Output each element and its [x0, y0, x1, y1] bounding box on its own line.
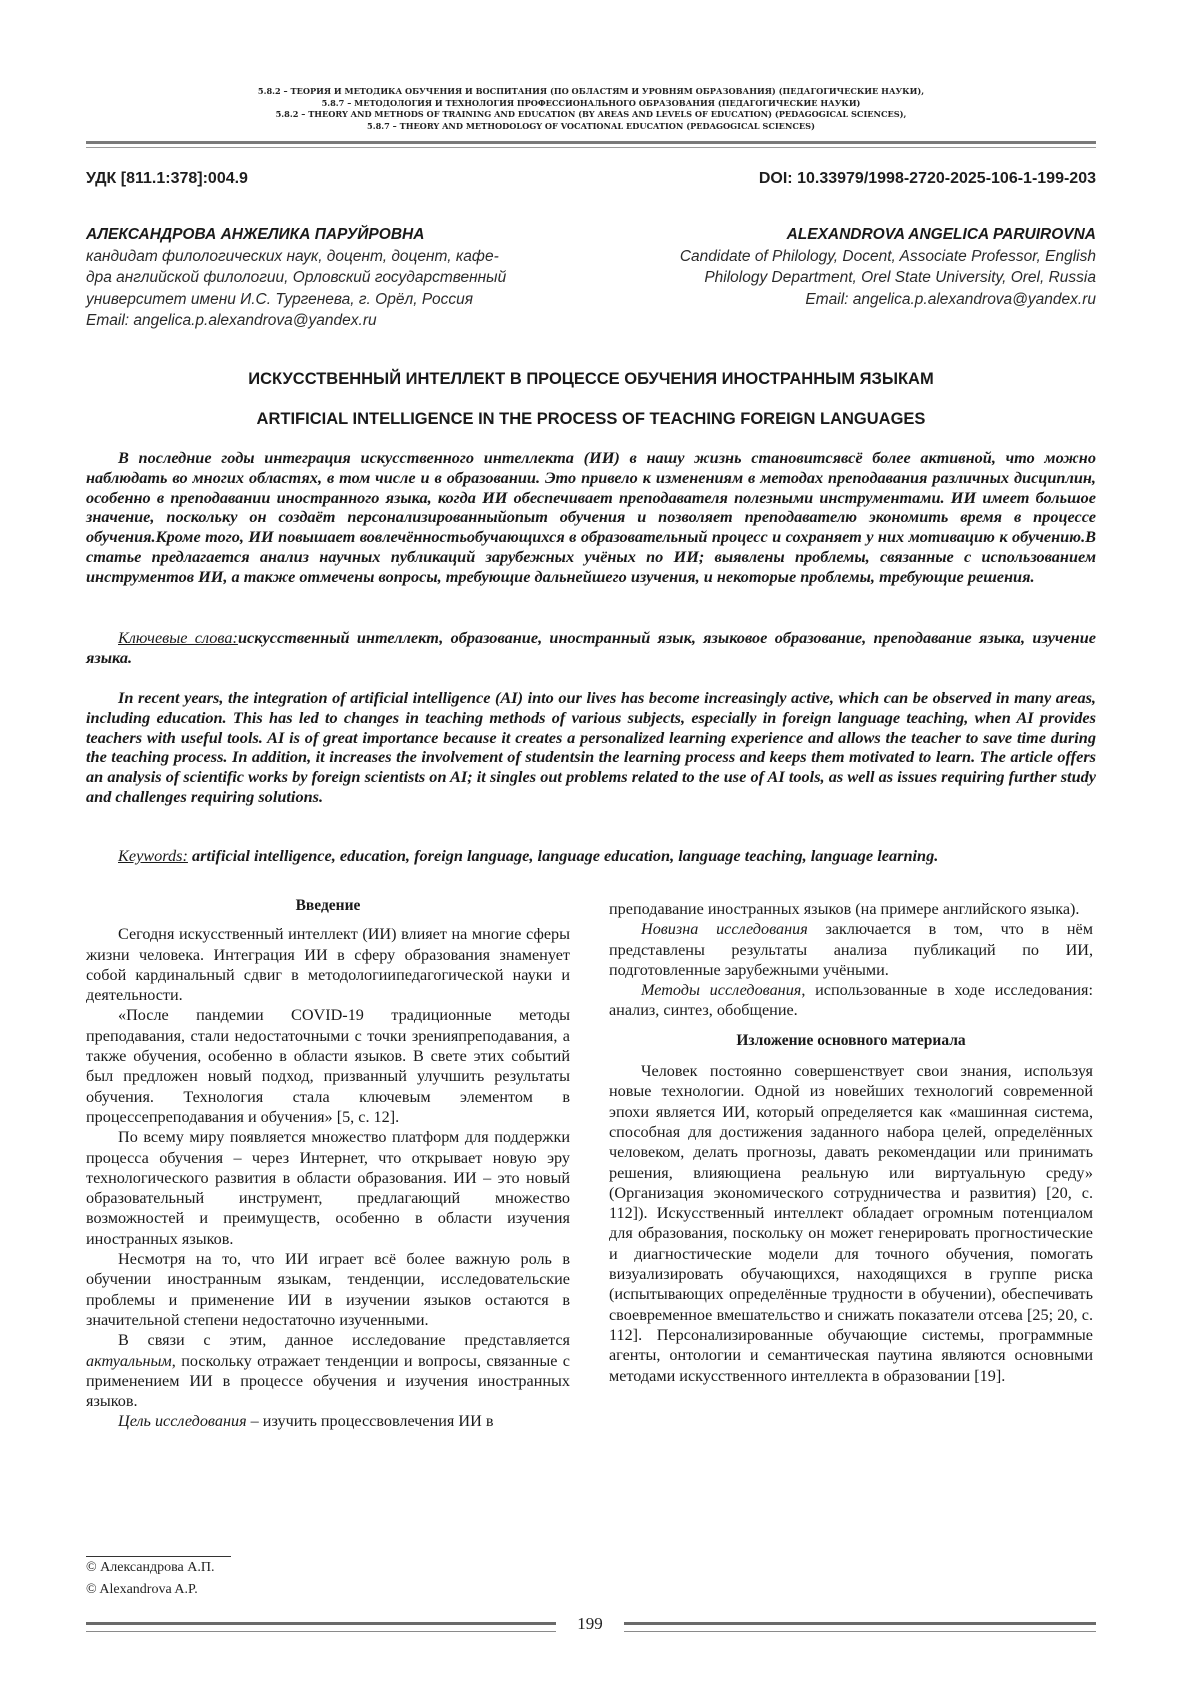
paragraph [86, 1411, 570, 1431]
keywords-en [86, 846, 1096, 866]
paragraph: Человек постоянно совершенствует свои знания, используя новые технологии. Одной из новейших технологий современной эпохи является ИИ, который определяется как «машинная система, способная для достижения заданного набора целей, определённых человеком, делать прогнозы, давать рекомендации или принимать решения, влияющиена реальную или виртуальную среду» (Организация экономического сотрудничества и развития) [20, с. 112]). Искусственный интеллект обладает огромным потенциалом для образования, поскольку он может генерировать прогностические и диагностические модели для точного обучения, помогать визуализировать обучающихся, находящихся в группе риска (испытывающих определённые трудности в обучении), обеспечивать своевременное вмешательство и снижать показатели отсева [25; 20, с. 112]. Персонализированные обучающие системы, программные агенты, онтологии и семантическая паутина являются основными методами искусственного интеллекта в образовании [19]. [609, 1062, 1093, 1385]
keywords-label-ru: Ключевые слова: [118, 628, 238, 647]
paragraph: По всему миру появляется множество платформ для поддержки процесса обучения – через Интернет, что открывает новую эру технологического развития в области образования. ИИ – это новый образовательный инструмент, предлагающий множество возможностей и преимуществ, особенно в области изучения иностранных языков. [86, 1128, 570, 1248]
running-header [86, 86, 1096, 132]
author-block-ru [86, 224, 586, 332]
article-title-ru: ИСКУССТВЕННЫЙ ИНТЕЛЛЕКТ В ПРОЦЕССЕ ОБУЧЕНИЯ ИНОСТРАННЫМ ЯЗЫКАМ [248, 370, 934, 388]
keywords-terms-ru: искусственный интеллект, образование, иностранный язык, языковое образование, преподавание языка, изучение языка. [86, 628, 1097, 667]
paragraph-continuation: преподавание иностранных языков (на примере английского языка). [609, 900, 1080, 918]
header-line: 5.8.2 – ТЕОРИЯ И МЕТОДИКА ОБУЧЕНИЯ И ВОСПИТАНИЯ (ПО ОБЛАСТЯМ И УРОВНЯМ ОБРАЗОВАНИЯ) (ПЕДАГОГИЧЕСКИЕ НАУКИ), [257, 86, 925, 96]
doi: DOI: 10.33979/1998-2720-2025-106-1-199-203 [758, 170, 1096, 187]
keywords-label-en: Keywords: [118, 846, 188, 865]
text-run: заключается в том, что в нём представлены результаты анализа публикаций по ИИ, подготовленные зарубежными учёными. [609, 920, 1093, 979]
emphasis: Цель исследования [118, 1412, 247, 1431]
copyright-en: © Alexandrova A.P. [86, 1582, 198, 1597]
page-number: 199 [577, 1614, 603, 1633]
author-affiliation-line: Candidate of Philology, Docent, Associate Professor, English [679, 247, 1096, 265]
section-heading-main: Изложение основного материала [736, 1031, 966, 1049]
text-run: – изучить процессвовлечения ИИ в [246, 1412, 494, 1431]
body-column-left [86, 896, 570, 1432]
section-heading-intro: Введение [295, 897, 361, 914]
author-block-en [576, 224, 1096, 310]
author-affiliation-line: Philology Department, Orel State University, Orel, Russia [704, 269, 1096, 286]
emphasis: Новизна исследования [641, 920, 808, 939]
abstract-en: In recent years, the integration of artificial intelligence (AI) into our lives has become increasingly active, which can be observed in many areas, including education. This has led to changes in teaching methods of various subjects, especially in foreign language teaching, when AI provides teachers with useful tools. AI is of great importance because it creates a personalized learning experience and allows the teacher to save time during the teaching process. In addition, it increases the involvement of studentsin the learning process and keeps them motivated to learn. The article offers an analysis of scientific works by foreign scientists on AI; it singles out problems related to the use of AI tools, as well as issues requiring further study and challenges requiring solutions. [86, 688, 1096, 806]
author-name-ru: АЛЕКСАНДРОВА АНЖЕЛИКА ПАРУЙРОВНА [86, 226, 425, 243]
udk-code: УДК [811.1:378]:004.9 [86, 170, 248, 187]
footer-rule-right [624, 1622, 1096, 1632]
header-rule-thin [86, 147, 1096, 148]
header-line: 5.8.7 – МЕТОДОЛОГИЯ И ТЕХНОЛОГИЯ ПРОФЕССИОНАЛЬНОГО ОБРАЗОВАНИЯ (ПЕДАГОГИЧЕСКИЕ НАУКИ) [321, 97, 861, 108]
author-affiliation-line: университет имени И.С. Тургенева, г. Орёл, Россия [86, 290, 474, 308]
footer-rule-left [86, 1622, 556, 1632]
body-column-right [609, 899, 1093, 1386]
article-title-en: ARTIFICIAL INTELLIGENCE IN THE PROCESS OF TEACHING FOREIGN LANGUAGES [256, 410, 926, 428]
keywords-terms-en: artificial intelligence, education, foreign language, language education, language teaching, language learning. [192, 846, 939, 865]
paragraph: Несмотря на то, что ИИ играет всё более важную роль в обучении иностранным языкам, тенденции, исследовательские проблемы и применение ИИ в изучении языков остаются в значительной степени недостаточно изученными. [86, 1250, 570, 1329]
header-line: 5.8.7 – THEORY AND METHODOLOGY OF VOCATIONAL EDUCATION (PEDAGOGICAL SCIENCES) [367, 120, 815, 131]
paragraph: «После пандемии COVID-19 традиционные методы преподавания, стали недостаточными с точки зренияпреподавания, а также обучения, особенно в области языков. В свете этих событий был предложен новый подход, призванный улучшить результаты обучения. Технология стала ключевым элементом в процессепреподавания и обучения» [5, с. 12]. [86, 1006, 570, 1126]
paragraph: Сегодня искусственный интеллект (ИИ) влияет на многие сферы жизни человека. Интеграция ИИ в сферу образования знаменует собой кардинальный сдвиг в методологиипедагогической науки и деятельности. [86, 925, 570, 1005]
copyright-ru: © Александрова А.П. [86, 1560, 215, 1575]
paragraph [609, 919, 1093, 980]
emphasis: актуальным [86, 1351, 172, 1370]
abstract-ru: В последние годы интеграция искусственного интеллекта (ИИ) в нашу жизнь становитсявсё более активной, что можно наблюдать во многих областях, в том числе и в образовании. Это привело к изменениям в методах преподавания различных дисциплин, особенно в преподавании иностранного языка, когда ИИ обеспечивает преподавателя полезными инструментами. ИИ имеет большое значение, поскольку он создаёт персонализированныйопыт обучения и позволяет преподавателю экономить время в процессе обучения.Кроме того, ИИ повышает вовлечённостьобучающихся в образовательный процесс и сохраняет у них мотивацию к обучению.В статье предлагается анализ научных публикаций зарубежных учёных по ИИ; выявлены проблемы, связанные с использованием инструментов ИИ, а также отмечены вопросы, требующие дальнейшего изучения, и некоторые проблемы, требующие решения. [86, 448, 1096, 586]
author-affiliation-line: дра английской филологии, Орловский государственный [86, 269, 507, 286]
keywords-ru [86, 628, 1096, 668]
header-line: 5.8.2 – THEORY AND METHODS OF TRAINING AND EDUCATION (BY AREAS AND LEVELS OF EDUCATION) (PEDAGOGICAL SCIENCES), [275, 109, 907, 119]
text-run: , поскольку отражает тенденции и вопросы, связанные с применением ИИ в процессе обучения и изучения иностранных языков. [86, 1351, 570, 1411]
author-email-en: Email: angelica.p.alexandrova@yandex.ru [805, 290, 1096, 308]
text-run: , использованные в ходе исследования: анализ, синтез, обобщение. [609, 981, 1093, 1020]
author-email-ru: Email: angelica.p.alexandrova@yandex.ru [86, 312, 377, 329]
header-rule [86, 141, 1096, 144]
emphasis: Методы исследования [641, 981, 802, 1000]
author-name-en: ALEXANDROVA ANGELICA PARUIROVNA [786, 226, 1096, 243]
text-run: В связи с этим, данное исследование представляется [118, 1331, 570, 1350]
paragraph [86, 1330, 570, 1411]
paragraph [609, 980, 1093, 1021]
author-affiliation-line: кандидат филологических наук, доцент, доцент, кафе- [86, 247, 499, 265]
footnote-rule [86, 1556, 231, 1557]
